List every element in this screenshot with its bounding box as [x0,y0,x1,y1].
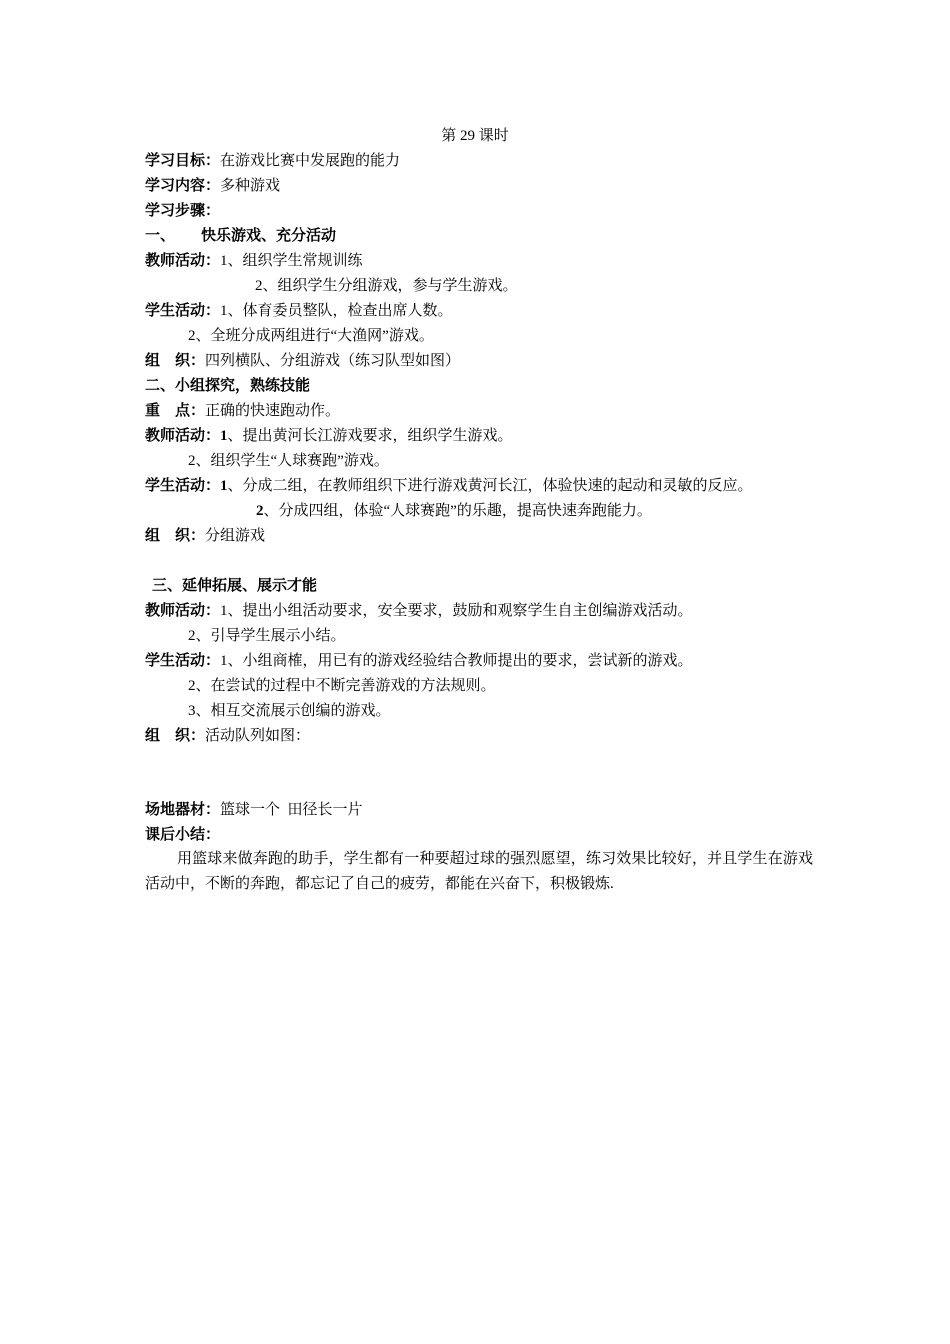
content-text: 多种游戏 [220,178,281,194]
goal-label: 学习目标： [145,153,221,169]
equipment-text: 篮球一个 田径长一片 [220,802,363,818]
section2-org-line [145,525,265,547]
section3-student-line [145,650,693,672]
section1-student-item-2: 2、全班分成两组进行“大渔网”游戏。 [188,328,434,344]
section3-teacher-item-1: 1、提出小组活动要求，安全要求，鼓励和观察学生自主创编游戏活动。 [220,603,693,619]
section1-heading-text: 快乐游戏、充分活动 [201,228,337,244]
section2-teacher-label: 教师活动： [145,428,221,444]
section1-teacher-label: 教师活动： [145,253,221,269]
section1-teacher-item-2: 2、组织学生分组游戏，参与学生游戏。 [255,278,518,294]
section1-org-label: 组 织： [145,353,206,369]
equipment-label: 场地器材： [145,802,221,818]
section1-org-text: 四列横队、分组游戏（练习队型如图） [205,353,461,369]
section2-student-line [145,475,753,497]
section1-heading [145,225,336,247]
section1-org-line [145,350,460,372]
equipment-line [145,799,363,821]
section3-heading: 三、延伸拓展、展示才能 [152,578,318,594]
section2-teacher-item-1-text: 、提出黄河长江游戏要求，组织学生游戏。 [227,428,513,444]
content-line [145,175,280,197]
section3-student-item-3: 3、相互交流展示创编的游戏。 [188,703,391,719]
section2-key-text: 正确的快速跑动作。 [205,403,341,419]
section3-teacher-item-2: 2、引导学生展示小结。 [188,628,346,644]
section2-key-line [145,400,340,422]
lesson-title: 第 29 课时 [441,128,509,144]
section2-student-item-1-num: 1 [220,478,228,494]
summary-paragraph: 用篮球来做奔跑的助手，学生都有一种要超过球的强烈愿望，练习效果比较好，并且学生在游戏活动中，不断的奔跑，都忘记了自己的疲劳，都能在兴奋下，积极锻炼. [145,851,813,892]
section1-student-item-1: 1、体育委员整队，检查出席人数。 [220,303,453,319]
section2-teacher-item-2: 2、组织学生“人球赛跑”游戏。 [188,453,389,469]
summary-label: 课后小结： [145,827,221,843]
steps-label: 学习步骤： [145,203,221,219]
section2-key-label: 重 点： [145,403,206,419]
goal-line [145,150,400,172]
section1-heading-num: 一、 [145,228,176,244]
section2-org-text: 分组游戏 [205,528,266,544]
section3-teacher-line [145,600,693,622]
section3-org-text: 活动队列如图： [205,728,311,744]
goal-text: 在游戏比赛中发展跑的能力 [220,153,401,169]
section1-teacher-item-1: 1、组织学生常规训练 [220,253,363,269]
section3-org-label: 组 织： [145,728,206,744]
section2-teacher-item-1-num: 1 [220,428,228,444]
section1-student-label: 学生活动： [145,303,221,319]
content-label: 学习内容： [145,178,221,194]
section3-student-item-2: 2、在尝试的过程中不断完善游戏的方法规则。 [188,678,496,694]
section3-org-line [145,725,310,747]
section2-student-item-2-text: 、分成四组，体验“人球赛跑”的乐趣，提高快速奔跑能力。 [263,503,652,519]
section2-student-item-2-num: 2 [256,503,264,519]
section1-teacher-line [145,250,363,272]
section3-student-label: 学生活动： [145,653,221,669]
section1-student-line [145,300,453,322]
section2-student-label: 学生活动： [145,478,221,494]
section2-org-label: 组 织： [145,528,206,544]
section2-student-item-2-line [256,500,652,522]
section3-student-item-1: 1、小组商榷，用已有的游戏经验结合教师提出的要求，尝试新的游戏。 [220,653,693,669]
section2-teacher-line [145,425,513,447]
section2-student-item-1-text: 、分成二组，在教师组织下进行游戏黄河长江，体验快速的起动和灵敏的反应。 [227,478,753,494]
section2-heading: 二、小组探究，熟练技能 [145,378,311,394]
section3-teacher-label: 教师活动： [145,603,221,619]
